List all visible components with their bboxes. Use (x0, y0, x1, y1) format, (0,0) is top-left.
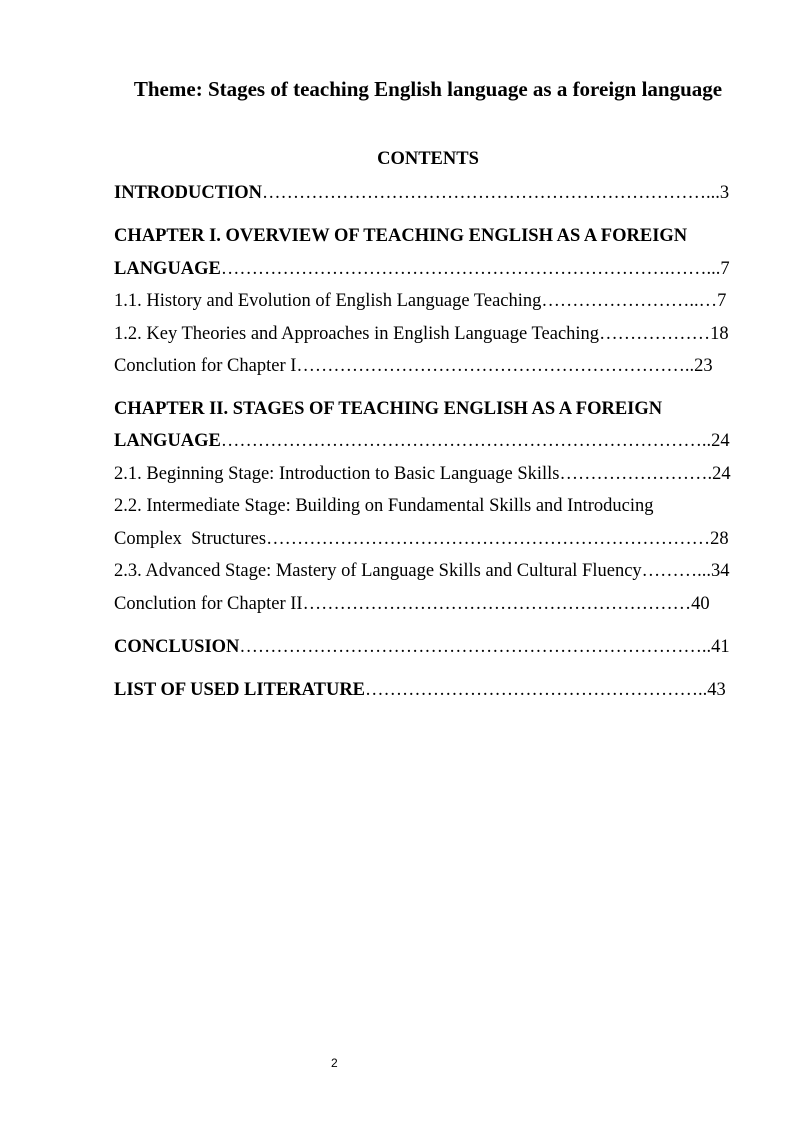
toc-page-number: 23 (694, 356, 713, 376)
toc-entry-conclusion-chapter2[interactable] (114, 591, 710, 617)
toc-leader-dots: ……………………………………………………… (302, 594, 692, 614)
toc-entry-conclusion-chapter1[interactable] (114, 353, 713, 379)
toc-leader-dots: ………... (641, 561, 712, 581)
toc-entry-section-2-2-line2[interactable] (114, 526, 729, 552)
toc-page-number: 41 (711, 637, 730, 657)
toc-entry-section-2-1[interactable] (114, 461, 731, 487)
toc-page-number: 7 (717, 291, 727, 311)
toc-leader-dots: ……………………..… (541, 291, 718, 311)
toc-page-number: 7 (720, 259, 730, 279)
document-theme-title: Theme: Stages of teaching English language as a foreign language (133, 77, 723, 101)
toc-entry-conclusion[interactable] (114, 634, 730, 660)
toc-entry-label: 2.1. Beginning Stage: Introduction to Basic Language Skills (114, 464, 560, 484)
toc-entry-label: Conclution for Chapter II (114, 594, 303, 614)
toc-leader-dots: ……………… (599, 324, 711, 344)
toc-entry-section-2-2-line1[interactable]: 2.2. Intermediate Stage: Building on Fundamental Skills and Introducing (114, 496, 654, 516)
toc-entry-label: CONCLUSION (114, 637, 240, 657)
contents-heading: CONTENTS (377, 149, 479, 169)
toc-entry-chapter1-line2[interactable] (114, 256, 730, 282)
toc-entry-section-1-1[interactable] (114, 288, 726, 314)
toc-entry-label: Complex Structures (114, 529, 267, 549)
toc-leader-dots: ……………………. (559, 464, 713, 484)
toc-entry-label: LIST OF USED LITERATURE (114, 680, 366, 700)
toc-entry-label: LANGUAGE (114, 259, 221, 279)
toc-entry-section-2-3[interactable] (114, 558, 730, 584)
toc-page-number: 28 (710, 529, 729, 549)
toc-page-number: 18 (710, 324, 729, 344)
toc-leader-dots: ……………………………………………….. (365, 680, 708, 700)
toc-entry-chapter2-line2[interactable] (114, 428, 730, 454)
toc-leader-dots: …………………………………………………………………….. (220, 431, 712, 451)
toc-entry-label: 2.3. Advanced Stage: Mastery of Language Skills and Cultural Fluency (114, 561, 642, 581)
toc-entry-label: 1.2. Key Theories and Approaches in English Language Teaching (114, 324, 600, 344)
toc-page-number: 24 (711, 431, 730, 451)
toc-entry-introduction[interactable] (114, 180, 729, 206)
toc-leader-dots: ………………………………………………………………….. (239, 637, 712, 657)
toc-entry-literature[interactable] (114, 677, 726, 703)
toc-page-number: 40 (691, 594, 710, 614)
toc-leader-dots: ……………………………………………………………….……... (220, 259, 721, 279)
toc-page-number: 3 (719, 183, 730, 203)
page-footer-number: 2 (331, 1056, 338, 1070)
toc-entry-section-1-2[interactable] (114, 321, 729, 347)
toc-page-number: 34 (711, 561, 730, 581)
toc-entry-label: LANGUAGE (114, 431, 221, 451)
toc-entry-chapter1-line1[interactable]: CHAPTER I. OVERVIEW OF TEACHING ENGLISH AS A FOREIGN (114, 226, 688, 246)
toc-entry-label: 1.1. History and Evolution of English Language Teaching (114, 291, 542, 311)
toc-leader-dots: ……………………………………………………….. (296, 356, 695, 376)
toc-page-number: 24 (712, 464, 731, 484)
toc-entry-chapter2-line1[interactable]: CHAPTER II. STAGES OF TEACHING ENGLISH AS A FOREIGN (114, 399, 663, 419)
toc-leader-dots: ………………………………………………………………... (262, 183, 720, 203)
toc-entry-label: INTRODUCTION (114, 183, 263, 203)
toc-entry-label: Conclution for Chapter I (114, 356, 297, 376)
toc-leader-dots: ……………………………………………………………… (266, 529, 711, 549)
toc-page-number: 43 (707, 680, 726, 700)
